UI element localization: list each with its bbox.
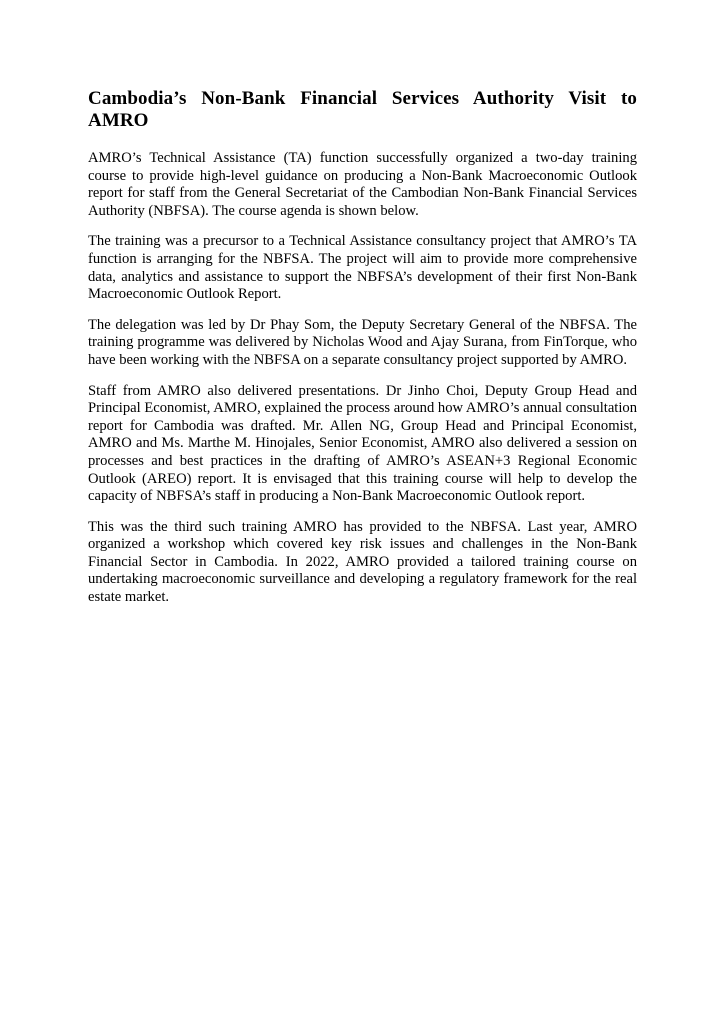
paragraph-amro-staff: Staff from AMRO also delivered presentations. Dr Jinho Choi, Deputy Group Head and Principal Economist, AMRO, explained the process around how AMRO’s annual consultation report for Cambodia was drafted. Mr. Allen NG, Group Head and Principal Economist, AMRO and Ms. Marthe M. Hinojales, Senior Economist, AMRO also delivered a session on processes and best practices in the drafting of AMRO’s ASEAN+3 Regional Economic Outlook (AREO) report. It is envisaged that this training course will help to develop the capacity of NBFSA’s staff in producing a Non-Bank Macroeconomic Outlook report. (88, 382, 637, 505)
document-title-line-2: AMRO (88, 110, 149, 131)
paragraph-delegation: The delegation was led by Dr Phay Som, the Deputy Secretary General of the NBFSA. The training programme was delivered by Nicholas Wood and Ajay Surana, from FinTorque, who have been working with the NBFSA on a separate consultancy project supported by AMRO. (88, 316, 637, 368)
paragraph-history: This was the third such training AMRO has provided to the NBFSA. Last year, AMRO organized a workshop which covered key risk issues and challenges in the Non-Bank Financial Sector in Cambodia. In 2022, AMRO provided a tailored training course on undertaking macroeconomic surveillance and developing a regulatory framework for the real estate market. (88, 518, 637, 606)
paragraph-intro: AMRO’s Technical Assistance (TA) function successfully organized a two-day training course to provide high-level guidance on producing a Non-Bank Macroeconomic Outlook report for staff from the General Secretariat of the Cambodian Non-Bank Financial Services Authority (NBFSA). The course agenda is shown below. (88, 150, 637, 219)
document-title-line-1: Cambodia’s Non-Bank Financial Services Authority Visit to (88, 88, 637, 109)
document-title (88, 88, 637, 132)
document-body (88, 150, 637, 607)
paragraph-ta-project: The training was a precursor to a Technical Assistance consultancy project that AMRO’s TA function is arranging for the NBFSA. The project will aim to provide more comprehensive data, analytics and assistance to support the NBFSA’s development of their first Non-Bank Macroeconomic Outlook Report. (88, 233, 637, 303)
